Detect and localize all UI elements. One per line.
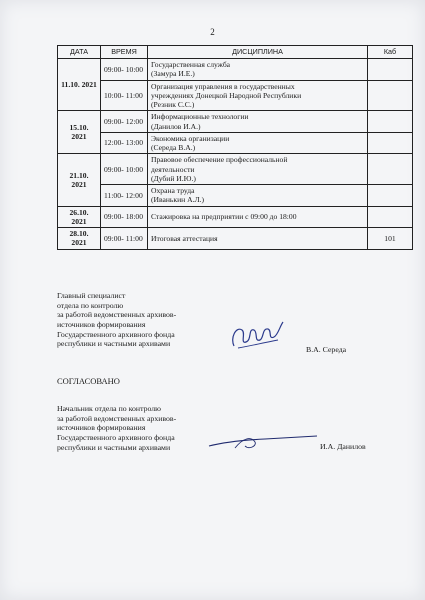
title-line: источников формирования <box>57 319 146 329</box>
cell-time: 11:00- 12:00 <box>101 185 148 207</box>
signature-danilov <box>205 428 325 454</box>
cell-date: 21.10. 2021 <box>58 154 101 206</box>
signatory-1-name: В.А. Середа <box>306 345 347 354</box>
title-line: отдела по контролю <box>57 300 124 310</box>
cell-date: 26.10. 2021 <box>58 206 101 228</box>
cell-room <box>368 206 413 228</box>
cell-date: 28.10. 2021 <box>58 228 101 250</box>
discipline-line: Организация управления в государственных <box>151 81 295 91</box>
title-line: республики и частными архивами <box>57 339 171 349</box>
discipline-line: Стажировка на предприятии с 09:00 до 18:00 <box>151 212 297 222</box>
title-line: Начальник отдела по контролю <box>57 404 161 413</box>
title-line: за работой ведомственных архивов- <box>57 310 177 320</box>
cell-room <box>368 132 413 154</box>
cell-room: 101 <box>368 228 413 250</box>
cell-discipline <box>148 206 368 228</box>
schedule-table <box>57 45 413 250</box>
cell-discipline <box>148 59 368 81</box>
header-date: ДАТА <box>58 46 101 59</box>
cell-discipline <box>148 185 368 207</box>
header-room: Каб <box>368 46 413 59</box>
cell-date: 15.10. 2021 <box>58 111 101 154</box>
cell-room <box>368 111 413 133</box>
discipline-line: (Дубий И.Ю.) <box>151 173 196 183</box>
discipline-line: Охрана труда <box>151 186 195 195</box>
cell-time: 09:00- 11:00 <box>101 228 148 250</box>
cell-date: 11.10. 2021 <box>58 59 101 111</box>
discipline-line: (Данилов И.А.) <box>151 121 201 131</box>
table-header-row <box>58 46 413 59</box>
signature-sereda <box>228 316 288 352</box>
title-line: источников формирования <box>57 423 146 433</box>
signatory-2-title <box>57 404 176 452</box>
cell-discipline <box>148 154 368 185</box>
discipline-line: (Резник С.С.) <box>151 100 195 109</box>
table-row <box>58 111 413 133</box>
cell-room <box>368 59 413 81</box>
title-line: Государственного архивного фонда <box>57 432 175 442</box>
approved-label: СОГЛАСОВАНО <box>57 376 120 386</box>
cell-discipline <box>148 111 368 133</box>
cell-time: 09:00- 10:00 <box>101 59 148 81</box>
discipline-line: учреждениях Донецкой Народной Республики <box>151 90 302 100</box>
discipline-line: Итоговая аттестация <box>151 233 218 243</box>
cell-discipline <box>148 132 368 154</box>
cell-time: 09:00- 12:00 <box>101 111 148 133</box>
discipline-line: Информационные технологии <box>151 112 249 122</box>
cell-room <box>368 185 413 207</box>
title-line: за работой ведомственных архивов- <box>57 413 177 423</box>
discipline-line: Государственная служба <box>151 60 231 69</box>
table-row <box>58 206 413 228</box>
header-time: ВРЕМЯ <box>101 46 148 59</box>
table-row <box>58 228 413 250</box>
title-line: Государственного архивного фонда <box>57 329 175 339</box>
signatory-1-title <box>57 291 176 349</box>
table-row <box>58 80 413 111</box>
cell-room <box>368 80 413 111</box>
cell-time: 09:00- 18:00 <box>101 206 148 228</box>
discipline-line: (Середа В.А.) <box>151 143 196 152</box>
title-line: Главный специалист <box>57 291 126 300</box>
discipline-line: (Замура И.Е.) <box>151 69 195 79</box>
cell-time: 10:00- 11:00 <box>101 80 148 111</box>
cell-room <box>368 154 413 185</box>
table-row <box>58 59 413 81</box>
schedule-body <box>58 59 413 250</box>
table-row <box>58 154 413 185</box>
signatory-2-name: И.А. Данилов <box>320 442 366 451</box>
table-row <box>58 132 413 154</box>
cell-time: 12:00- 13:00 <box>101 132 148 154</box>
cell-discipline <box>148 80 368 111</box>
discipline-line: (Иванькин А.Л.) <box>151 195 205 205</box>
discipline-line: деятельности <box>151 164 195 174</box>
title-line: республики и частными архивами <box>57 442 171 452</box>
cell-time: 09:00- 10:00 <box>101 154 148 185</box>
page-number: 2 <box>210 27 215 37</box>
cell-discipline <box>148 228 368 250</box>
table-row <box>58 185 413 207</box>
discipline-line: Правовое обеспечение профессиональной <box>151 155 288 165</box>
discipline-line: Экономика организации <box>151 133 230 143</box>
header-discipline: ДИСЦИПЛИНА <box>148 46 368 59</box>
